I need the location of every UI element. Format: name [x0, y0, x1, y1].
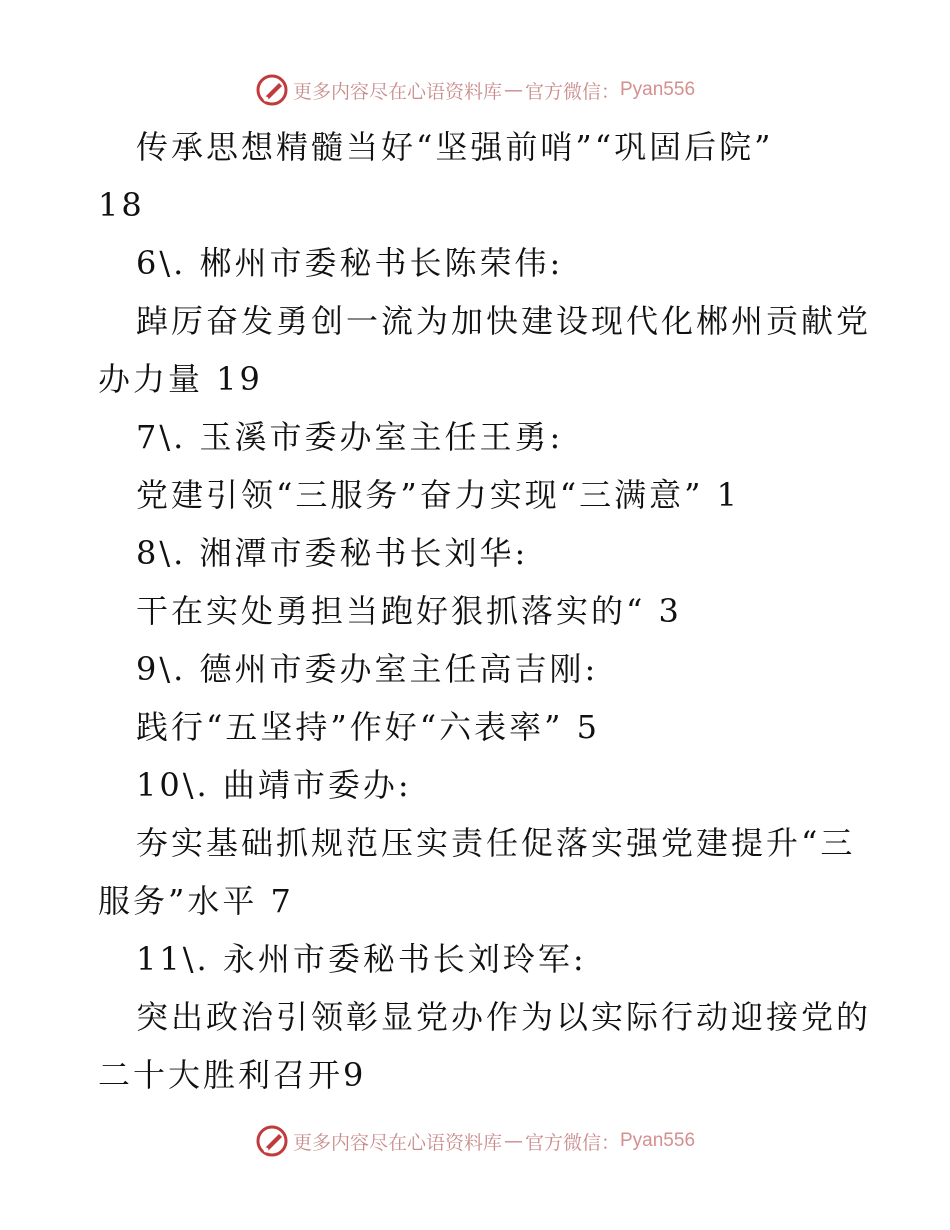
toc-line: 干在实处勇担当跑好狠抓落实的“ 3	[136, 592, 682, 630]
watermark-main-text: 更多内容尽在心语资料库	[292, 1131, 502, 1154]
toc-line: 办力量 19	[98, 360, 263, 398]
watermark-official-label: 官方微信：	[524, 1131, 620, 1154]
watermark-header	[0, 70, 950, 110]
toc-line: 二十大胜利召开9	[98, 1056, 367, 1094]
watermark-dash: —	[503, 1130, 523, 1152]
watermark-footer	[0, 1121, 950, 1161]
toc-line: 11\. 永州市委秘书长刘玲军:	[136, 940, 587, 978]
watermark-main-text: 更多内容尽在心语资料库	[292, 80, 502, 103]
watermark-wechat-id: Pyan556	[620, 79, 696, 100]
toc-line: 9\. 德州市委办室主任高吉刚:	[136, 650, 599, 688]
pen-logo-icon	[255, 73, 289, 107]
toc-line: 踔厉奋发勇创一流为加快建设现代化郴州贡献党	[136, 302, 872, 340]
toc-line: 10\. 曲靖市委办:	[136, 766, 412, 804]
table-of-contents	[98, 118, 872, 1104]
pen-logo-icon	[255, 1124, 289, 1158]
toc-line: 8\. 湘潭市委秘书长刘华:	[136, 534, 529, 572]
toc-line: 夯实基础抓规范压实责任促落实强党建提升“三	[136, 824, 856, 862]
toc-line: 传承思想精髓当好“坚强前哨”“巩固后院”	[136, 128, 774, 166]
toc-line: 18	[98, 186, 145, 224]
toc-line: 党建引领“三服务”奋力实现“三满意” 1	[136, 476, 740, 514]
toc-line: 6\. 郴州市委秘书长陈荣伟:	[136, 244, 564, 282]
toc-line: 突出政治引领彰显党办作为以实际行动迎接党的	[136, 998, 872, 1036]
watermark-dash: —	[503, 79, 523, 101]
toc-line: 践行“五坚持”作好“六表率” 5	[136, 708, 600, 746]
watermark-official-label: 官方微信：	[524, 80, 620, 103]
toc-line: 7\. 玉溪市委办室主任王勇:	[136, 418, 564, 456]
watermark-wechat-id: Pyan556	[620, 1130, 696, 1151]
toc-line: 服务”水平 7	[98, 882, 294, 920]
